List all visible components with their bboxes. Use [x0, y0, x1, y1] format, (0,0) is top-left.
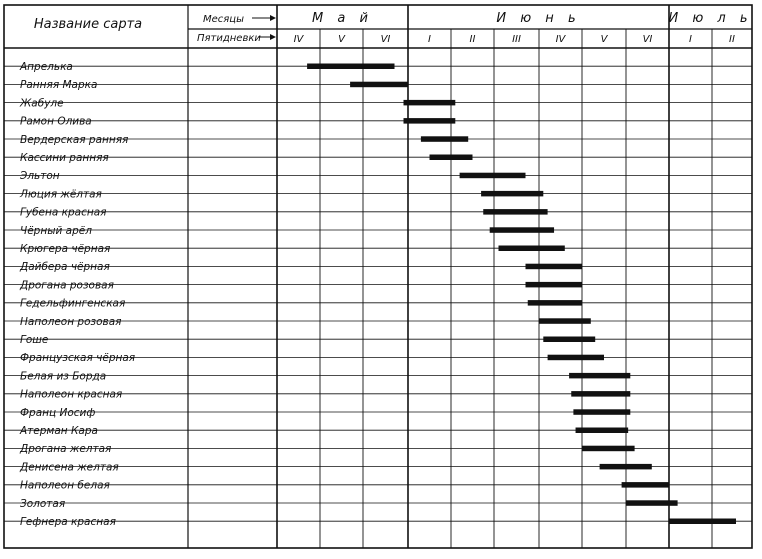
variety-label: Рамон Олива	[20, 115, 92, 128]
ripening-bars	[307, 64, 736, 525]
pentad-label: V	[338, 34, 345, 45]
ripening-bar	[421, 136, 468, 142]
month-headers	[312, 11, 752, 26]
ripening-bar	[526, 264, 583, 270]
month-label: И ю л ь	[668, 11, 753, 26]
ripening-bar	[626, 500, 678, 506]
pentad-label: IV	[555, 34, 566, 45]
ripening-bar	[576, 428, 629, 434]
ripening-bar	[528, 300, 582, 306]
ripening-bar	[404, 100, 456, 106]
variety-label: Люция жёлтая	[20, 188, 102, 201]
header-name-column: Название сарта	[33, 17, 143, 32]
months-arrow-icon	[252, 15, 276, 21]
ripening-bar	[483, 209, 547, 215]
variety-label: Дрогана розовая	[20, 279, 114, 292]
ripening-bar	[307, 64, 394, 70]
ripening-bar	[481, 191, 543, 197]
month-label: И ю н ь	[496, 11, 581, 26]
variety-label: Губена красная	[20, 206, 107, 219]
ripening-bar	[430, 155, 473, 161]
pentad-label: VI	[380, 34, 391, 45]
header-months-label: Месяцы	[203, 14, 244, 25]
ripening-bar	[490, 227, 554, 233]
ripening-bar	[571, 391, 630, 397]
ripening-bar	[600, 464, 652, 470]
ripening-bar	[573, 409, 630, 415]
variety-label: Французская чёрная	[20, 352, 136, 365]
variety-label: Белая из Борда	[20, 370, 107, 383]
variety-label: Кассини ранняя	[20, 152, 109, 164]
variety-label: Гедельфингенская	[20, 297, 126, 310]
pentad-label: V	[600, 34, 608, 45]
variety-label: Дрогана желтая	[20, 443, 112, 456]
pentad-label: I	[689, 34, 692, 45]
pentad-label: IV	[293, 34, 304, 45]
variety-label: Золотая	[20, 497, 66, 510]
ripening-bar	[582, 446, 635, 452]
month-label: М а й	[312, 11, 373, 26]
variety-label: Дайбера чёрная	[20, 261, 110, 274]
pentad-label: II	[469, 34, 476, 45]
ripening-bar	[543, 337, 595, 343]
ripening-bar	[499, 246, 565, 252]
variety-label: Эльтон	[20, 170, 60, 183]
variety-label: Апрелька	[20, 61, 73, 73]
pentad-label: III	[512, 34, 521, 45]
variety-label: Жабуле	[20, 97, 64, 110]
ripening-bar	[460, 173, 526, 179]
variety-label: Вердерская ранняя	[20, 133, 129, 146]
variety-label: Наполеон белая	[20, 479, 110, 492]
variety-label: Чёрный арёл	[20, 224, 92, 237]
ripening-bar	[350, 82, 408, 88]
ripening-bar	[404, 118, 456, 124]
pentad-label: I	[428, 34, 431, 45]
variety-label: Гоше	[20, 334, 49, 346]
variety-label: Франц Иосиф	[20, 406, 96, 419]
variety-label: Гефнера красная	[20, 516, 116, 528]
variety-label: Наполеон розовая	[20, 315, 122, 328]
pentad-label: VI	[642, 34, 653, 45]
variety-label: Денисена желтая	[20, 461, 119, 474]
ripening-bar	[539, 318, 591, 324]
ripening-bar	[548, 355, 604, 361]
variety-labels	[19, 61, 135, 528]
variety-label: Крюгера чёрная	[20, 243, 111, 255]
variety-label: Ранняя Марка	[20, 79, 98, 92]
ripening-bar	[622, 482, 669, 488]
variety-label: Наполеон красная	[20, 388, 123, 401]
header-pentads-label: Пятидневки	[197, 33, 261, 44]
ripening-bar	[669, 519, 736, 525]
pentad-label: II	[729, 34, 735, 45]
ripening-bar	[526, 282, 583, 288]
variety-label: Атерман Кара	[20, 425, 98, 437]
ripening-bar	[569, 373, 630, 379]
